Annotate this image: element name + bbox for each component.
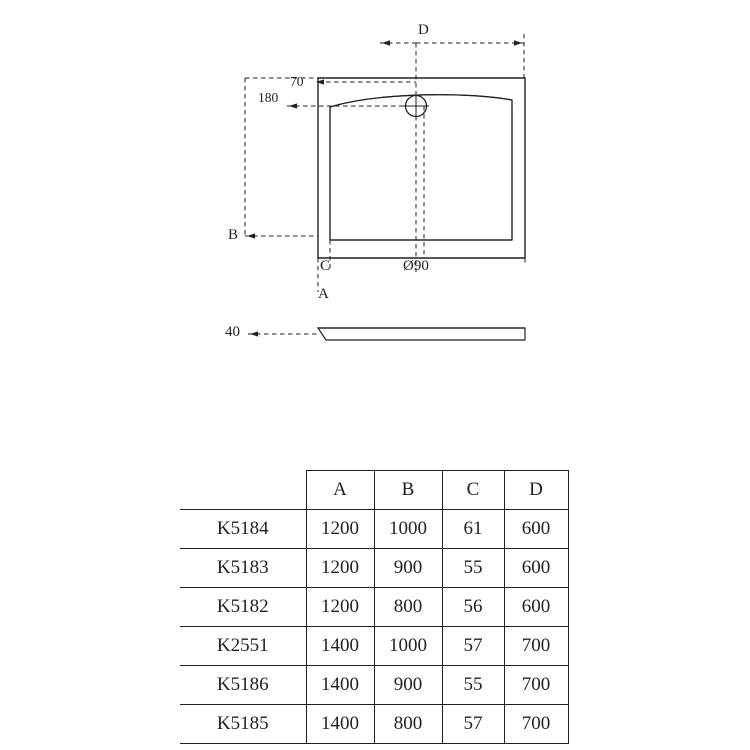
- column-header-a: A: [306, 471, 374, 510]
- label-c: C: [320, 258, 331, 274]
- row-model: K2551: [180, 627, 306, 666]
- cell-c: 57: [442, 627, 504, 666]
- cell-b: 800: [374, 588, 442, 627]
- table-row: [180, 549, 568, 588]
- table-row: [180, 588, 568, 627]
- row-model: K5184: [180, 510, 306, 549]
- table-header-row: [180, 471, 568, 510]
- cell-a: 1400: [306, 627, 374, 666]
- table-row: [180, 666, 568, 705]
- label-drain-diameter: Ø90: [403, 258, 429, 274]
- label-40: 40: [225, 324, 240, 340]
- label-180: 180: [258, 90, 279, 105]
- cell-d: 700: [504, 627, 568, 666]
- specification-table: [180, 470, 569, 744]
- cell-c: 57: [442, 705, 504, 744]
- cell-a: 1200: [306, 510, 374, 549]
- label-d: D: [418, 22, 429, 38]
- column-header-c: C: [442, 471, 504, 510]
- label-70: 70: [290, 74, 304, 89]
- row-model: K5182: [180, 588, 306, 627]
- cell-a: 1400: [306, 666, 374, 705]
- cell-d: 700: [504, 666, 568, 705]
- cell-a: 1200: [306, 588, 374, 627]
- cell-d: 700: [504, 705, 568, 744]
- cell-d: 600: [504, 588, 568, 627]
- table-row: [180, 627, 568, 666]
- specification-table-wrap: [180, 470, 568, 744]
- cell-c: 61: [442, 510, 504, 549]
- cell-a: 1400: [306, 705, 374, 744]
- tray-inner-basin: [330, 95, 512, 240]
- section-profile: [318, 328, 525, 340]
- row-model: K5183: [180, 549, 306, 588]
- cell-c: 55: [442, 549, 504, 588]
- cell-b: 800: [374, 705, 442, 744]
- column-header-d: D: [504, 471, 568, 510]
- cell-c: 56: [442, 588, 504, 627]
- cell-b: 1000: [374, 627, 442, 666]
- cell-b: 900: [374, 549, 442, 588]
- cell-b: 900: [374, 666, 442, 705]
- column-header-b: B: [374, 471, 442, 510]
- section-view: [318, 328, 525, 340]
- label-b: B: [228, 227, 239, 243]
- row-model: K5186: [180, 666, 306, 705]
- table-corner-cell: [180, 471, 306, 510]
- cell-d: 600: [504, 549, 568, 588]
- cell-a: 1200: [306, 549, 374, 588]
- cell-c: 55: [442, 666, 504, 705]
- table-row: [180, 510, 568, 549]
- cell-d: 600: [504, 510, 568, 549]
- table-row: [180, 705, 568, 744]
- label-a: A: [318, 286, 329, 302]
- row-model: K5185: [180, 705, 306, 744]
- cell-b: 1000: [374, 510, 442, 549]
